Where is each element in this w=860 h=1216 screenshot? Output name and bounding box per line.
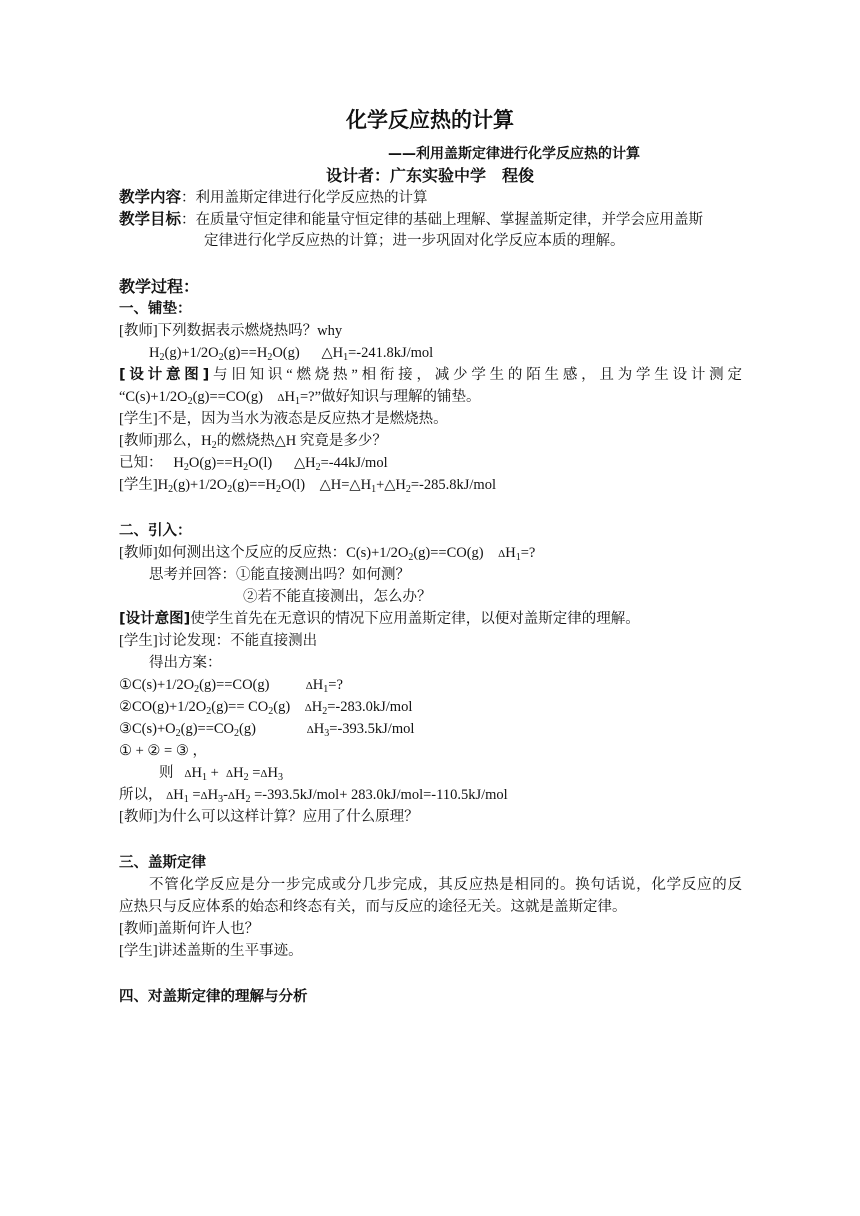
think-question-1: 思考并回答：①能直接测出吗？如何测？ <box>149 567 410 583</box>
teacher-line-4: [教师]为什么可以这样计算？应用了什么原理？ <box>119 809 419 825</box>
student-line-3: [学生]讨论发现：不能直接测出 <box>119 633 318 649</box>
reaction-3: $③C(s)+O_2(g)==CO_2(g)$ $\Delta H_3=-393.5kJ$/mol <box>119 721 415 739</box>
teaching-content-label: 教学内容 <box>119 188 182 206</box>
think-question-2: ②若不能直接测出，怎么办？ <box>243 589 432 605</box>
teaching-goal-line2: 定律进行化学反应热的计算；进一步巩固对化学反应本质的理解。 <box>204 233 625 249</box>
process-heading: 教学过程： <box>119 277 200 296</box>
teacher-line-1: [教师]下列数据表示燃烧热吗？why <box>119 323 343 339</box>
teacher-line-2: [教师]那么，$H_2$的燃烧热△H 究竟是多少？ <box>119 433 387 451</box>
section-heading-1: 一、铺垫： <box>119 301 192 317</box>
teaching-goal-label: 教学目标 <box>119 210 182 228</box>
known-line: 已知： $H_2O(g)==H_2O(l)$ $\triangle H_2=-44kJ$/mol <box>119 455 388 473</box>
so-line: 所以， $\Delta H_1 =\Delta H_3-\Delta H_2 =-393.5kJ/mol+ 283.0kJ/mol=-110.5kJ/mol$ <box>119 787 508 805</box>
teaching-content: 教学内容：利用盖斯定律进行化学反应热的计算 <box>119 188 428 206</box>
section-heading-4: 四、对盖斯定律的理解与分析 <box>119 989 308 1005</box>
designer-school: 广东实验中学 <box>389 166 486 185</box>
designer-line <box>0 163 860 186</box>
section-heading-2: 二、引入： <box>119 523 192 539</box>
reaction-2: $②CO(g)+1/2O_2(g)== CO_2(g)$ $\Delta H_2=-283.0kJ$/mol <box>119 699 413 717</box>
design-intent-1-cont: “$C(s)+1/2O_2(g)==CO(g)$ $\Delta H_1=$?”做好知识与理解的铺垫。 <box>119 389 481 407</box>
equation-h2-gas: $H_2(g)+1/2O_2(g)==H_2O(g)$ $\triangle H_1=-241.8kJ$/mol <box>149 345 434 363</box>
teacher-line-5: [教师]盖斯何许人也？ <box>119 921 260 937</box>
hess-law-line1: 不管化学反应是分一步完成或分几步完成，其反应热是相同的。换句话说，化学反应的反 <box>149 877 742 893</box>
teaching-goal: 教学目标：在质量守恒定律和能量守恒定律的基础上理解、掌握盖斯定律，并学会应用盖斯 <box>119 210 704 228</box>
student-line-1: [学生]不是，因为当水为液态是反应热才是燃烧热。 <box>119 411 448 427</box>
plan-label: 得出方案： <box>149 655 222 671</box>
teaching-goal-line1: 在质量守恒定律和能量守恒定律的基础上理解、掌握盖斯定律，并学会应用盖斯 <box>195 212 704 228</box>
document-subtitle: ——利用盖斯定律进行化学反应热的计算 <box>388 146 640 162</box>
reaction-sum: ① + ② = ③ ， <box>119 743 207 759</box>
teacher-line-3: [教师]如何测出这个反应的反应热：$C(s)+1/2O_2(g)==CO(g)$ $\Delta H_1=$? <box>119 545 536 563</box>
design-intent-1: [设计意图]与旧知识“燃烧热”相衔接，减少学生的陌生感，且为学生设计测定 <box>119 367 742 383</box>
teaching-content-text: 利用盖斯定律进行化学反应热的计算 <box>195 190 428 206</box>
design-intent-2: [设计意图]使学生首先在无意识的情况下应用盖斯定律，以便对盖斯定律的理解。 <box>119 611 640 627</box>
student-line-4: [学生]讲述盖斯的生平事迹。 <box>119 943 303 959</box>
then-line: 则 $\Delta H_1 + \Delta H_2 =\Delta H_3$ <box>159 765 283 783</box>
designer-label: 设计者： <box>325 166 390 185</box>
document-title: 化学反应热的计算 <box>346 108 514 132</box>
section-heading-3: 三、盖斯定律 <box>119 855 206 871</box>
hess-law-line2: 应热只与反应体系的始态和终态有关，而与反应的途径无关。这就是盖斯定律。 <box>119 899 627 915</box>
student-line-2: [学生]$H_2(g)+1/2O_2(g)==H_2O(l)$ $\triangle H=\triangle H_1+\triangle H_2=-285.8kJ$/mol <box>119 477 496 495</box>
designer-name: 程俊 <box>502 166 535 185</box>
reaction-1: $①C(s)+1/2O_2(g)==CO(g)$ $\Delta H_1=$? <box>119 677 343 695</box>
